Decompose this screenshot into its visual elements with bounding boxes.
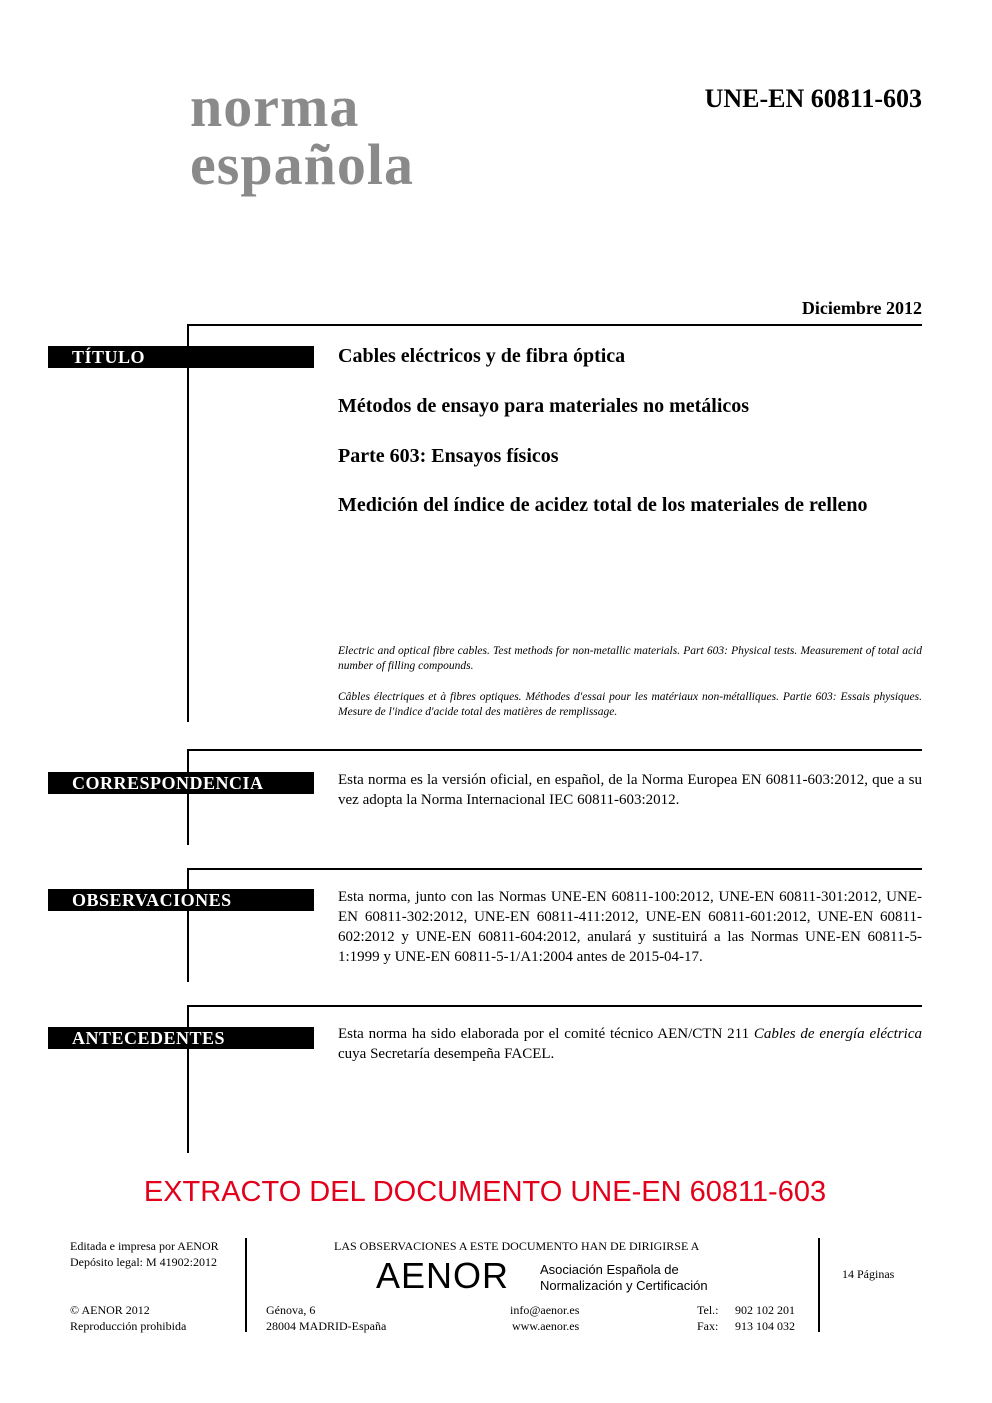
fax-label: Fax:	[697, 1319, 719, 1333]
contact-email: info@aenor.es	[510, 1303, 580, 1317]
contact-web: www.aenor.es	[512, 1319, 580, 1333]
footer-divider	[245, 1238, 247, 1332]
vertical-rule	[187, 749, 189, 845]
brand-line-2: española	[190, 132, 414, 197]
title-line-4: Medición del índice de acidez total de los materiales de relleno	[338, 494, 868, 516]
footer-copyright: © AENOR 2012	[70, 1303, 150, 1317]
divider	[188, 1005, 922, 1007]
title-line-2: Métodos de ensayo para materiales no metálicos	[338, 395, 750, 417]
footer-edited: Editada e impresa por AENOR	[70, 1239, 219, 1253]
brand-line-1: norma	[190, 74, 360, 139]
antecedentes-text-start: Esta norma ha sido elaborada por el comité técnico AEN/CTN 211	[338, 1026, 754, 1042]
antecedentes-text	[338, 1024, 922, 1064]
footer-reproduction: Reproducción prohibida	[70, 1319, 187, 1333]
observations-header: LAS OBSERVACIONES A ESTE DOCUMENTO HAN DE DIRIGIRSE A	[334, 1239, 700, 1253]
antecedentes-text-end: cuya Secretaría desempeña FACEL.	[338, 1046, 555, 1062]
section-label-titulo: TÍTULO	[48, 346, 314, 368]
aenor-logo: AENOR	[376, 1255, 510, 1296]
divider	[188, 324, 922, 326]
publication-date: Diciembre 2012	[801, 298, 922, 318]
address-line-1: Génova, 6	[266, 1303, 316, 1317]
aenor-organization	[540, 1262, 708, 1294]
address-line-2: 28004 MADRID-España	[266, 1319, 387, 1333]
observaciones-text: Esta norma, junto con las Normas UNE-EN 60811-100:2012, UNE-EN 60811-301:2012, UNE-EN 60811-302:2012, UNE-EN 60811-411:2012, UNE-EN 60811-601:2012, UNE-EN 60811-602:2012 y UNE-EN 60811-604:2012, anulará y sustituirá a las Normas UNE-EN 60811-5-1:1999 y UNE-EN 60811-5-1/A1:2004 antes de 2015-04-17.	[338, 889, 922, 965]
org-line-1: Asociación Española de	[540, 1262, 679, 1277]
page-count: 14 Páginas	[842, 1267, 895, 1281]
tel-value: 902 102 201	[735, 1303, 795, 1317]
extract-notice: EXTRACTO DEL DOCUMENTO UNE-EN 60811-603	[143, 1176, 827, 1208]
brand-title	[190, 74, 414, 197]
title-line-3: Parte 603: Ensayos físicos	[338, 445, 559, 467]
tel-label: Tel.:	[697, 1303, 719, 1317]
section-label-correspondencia: CORRESPONDENCIA	[48, 772, 314, 794]
divider	[188, 868, 922, 870]
title-french: Câbles électriques et à fibres optiques. Méthodes d'essai pour les matériaux non-métalliques. Partie 603: Essais physiques. Mesure de l'indice d'acide total des matières de remplissage.	[338, 691, 922, 718]
footer-divider	[818, 1238, 820, 1332]
section-label-observaciones: OBSERVACIONES	[48, 889, 314, 911]
org-line-2: Normalización y Certificación	[540, 1278, 708, 1293]
section-label-antecedentes: ANTECEDENTES	[48, 1027, 314, 1049]
divider	[188, 749, 922, 751]
correspondencia-text: Esta norma es la versión oficial, en español, de la Norma Europea EN 60811-603:2012, que a su vez adopta la Norma Internacional IEC 60811-603:2012.	[338, 772, 922, 808]
fax-value: 913 104 032	[735, 1319, 795, 1333]
title-line-1: Cables eléctricos y de fibra óptica	[338, 345, 626, 367]
committee-name: Cables de energía eléctrica	[753, 1026, 922, 1042]
title-english: Electric and optical fibre cables. Test methods for non-metallic materials. Part 603: Physical tests. Measurement of total acid number of filling compounds.	[338, 645, 922, 672]
vertical-rule	[187, 868, 189, 982]
document-number: UNE-EN 60811-603	[704, 84, 922, 113]
footer-deposit: Depósito legal: M 41902:2012	[70, 1255, 217, 1269]
vertical-rule	[187, 324, 189, 722]
